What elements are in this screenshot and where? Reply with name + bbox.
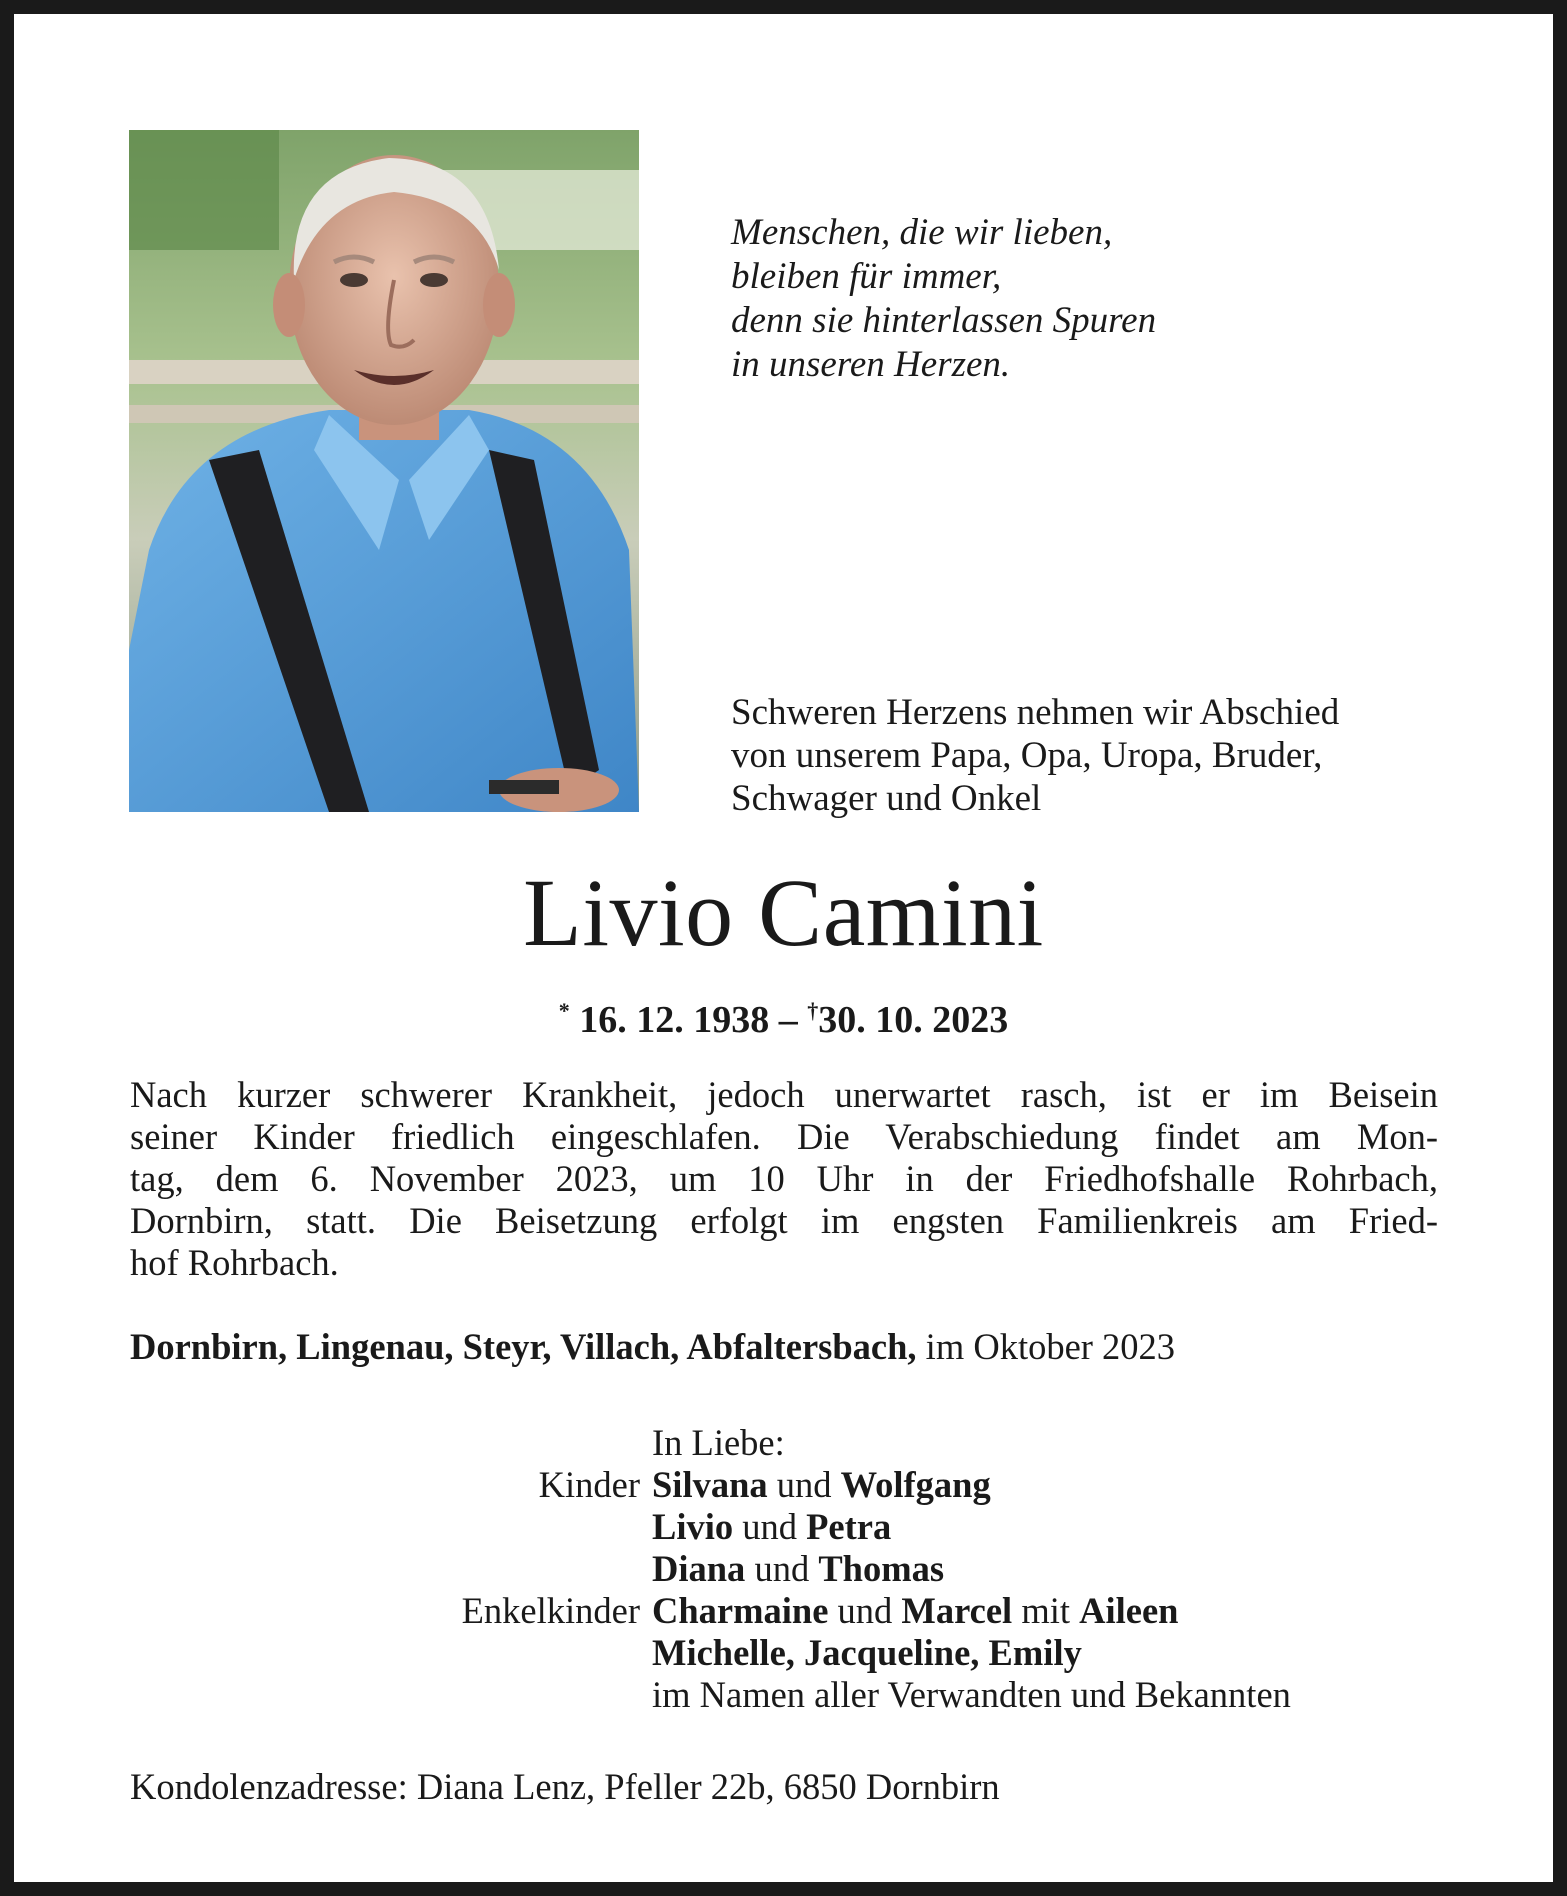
announcement-date: im Oktober 2023 [925, 1326, 1176, 1367]
body-line: seiner Kinder friedlich eingeschlafen. Die Verabschiedung findet am Mon- [130, 1116, 1438, 1157]
places-list: Dornbirn, Lingenau, Steyr, Villach, Abfaltersbach, [130, 1326, 917, 1367]
child-name: Livio [652, 1506, 734, 1547]
quote-line: in unseren Herzen. [731, 344, 1011, 385]
family-header-row [0, 1422, 1567, 1464]
in-love-header: In Liebe: [652, 1422, 785, 1463]
partner-name: Marcel [901, 1590, 1013, 1631]
birth-symbol: * [558, 998, 570, 1023]
great-grandchild-name: Aileen [1079, 1590, 1179, 1631]
body-line: Dornbirn, statt. Die Beisetzung erfolgt im engsten Familienkreis am Fried- [130, 1200, 1438, 1241]
closing-text: im Namen aller Verwandten und Bekannten [652, 1674, 1291, 1715]
body-line: hof Rohrbach. [130, 1242, 339, 1283]
condolence-address: Kondolenzadresse: Diana Lenz, Pfeller 22b, 6850 Dornbirn [130, 1766, 1000, 1807]
partner-name: Petra [806, 1506, 892, 1547]
und-word: und [754, 1548, 810, 1589]
children-label: Kinder [538, 1464, 640, 1505]
memorial-quote [731, 211, 1491, 387]
birth-date: 16. 12. 1938 [579, 999, 770, 1041]
body-line: tag, dem 6. November 2023, um 10 Uhr in der Friedhofshalle Rohrbach, [130, 1158, 1438, 1199]
quote-line: Menschen, die wir lieben, [731, 212, 1113, 253]
child-name: Silvana [652, 1464, 768, 1505]
places-and-date [130, 1325, 1175, 1369]
children-row [0, 1506, 1567, 1548]
mit-word: mit [1021, 1590, 1071, 1631]
grandchild-name: Charmaine [652, 1590, 829, 1631]
quote-line: bleiben für immer, [731, 256, 1002, 297]
intro-line: Schweren Herzens nehmen wir Abschied [731, 692, 1340, 733]
grandchildren-row [0, 1590, 1567, 1632]
child-name: Diana [652, 1548, 746, 1589]
und-word: und [837, 1590, 893, 1631]
life-dates [0, 988, 1567, 1043]
und-word: und [776, 1464, 832, 1505]
quote-line: denn sie hinterlassen Spuren [731, 300, 1157, 341]
date-dash: – [778, 999, 798, 1041]
announcement-text [130, 1074, 1438, 1284]
farewell-intro [731, 691, 1511, 820]
family-signature [0, 1422, 1567, 1716]
death-symbol: † [807, 998, 819, 1023]
und-word: und [742, 1506, 798, 1547]
closing-row [0, 1674, 1567, 1716]
intro-line: Schwager und Onkel [731, 778, 1042, 819]
body-line: Nach kurzer schwerer Krankheit, jedoch unerwartet rasch, ist er im Beisein [130, 1074, 1438, 1115]
intro-line: von unserem Papa, Opa, Uropa, Bruder, [731, 735, 1323, 776]
portrait-image [129, 130, 639, 812]
children-row [0, 1464, 1567, 1506]
grandchildren-names: Michelle, Jacqueline, Emily [652, 1632, 1082, 1673]
portrait-photo [129, 130, 639, 812]
deceased-name: Livio Camini [523, 859, 1044, 966]
death-date: 30. 10. 2023 [818, 999, 1009, 1041]
grandchildren-row [0, 1632, 1567, 1674]
grandchildren-label: Enkelkinder [461, 1590, 640, 1631]
partner-name: Wolfgang [840, 1464, 991, 1505]
partner-name: Thomas [818, 1548, 945, 1589]
children-row [0, 1548, 1567, 1590]
